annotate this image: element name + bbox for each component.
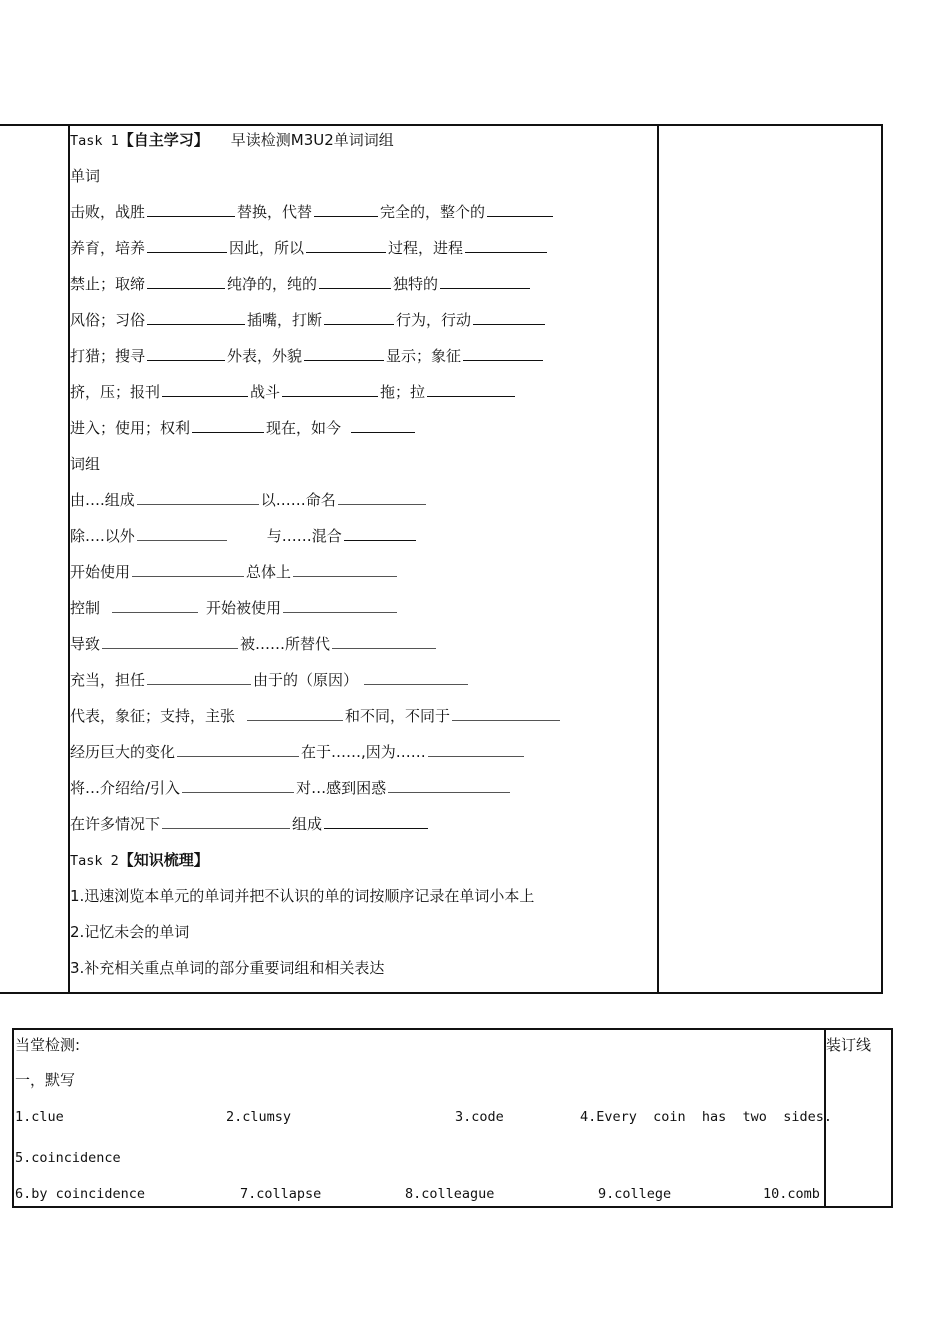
- answer-blank[interactable]: [147, 236, 227, 253]
- task2-title: 【知识梳理】: [118, 851, 209, 869]
- phrase-row: [70, 740, 526, 764]
- answer-blank[interactable]: [147, 308, 245, 325]
- answer-blank[interactable]: [324, 812, 428, 829]
- dictation-item: 4.Every coin has two sides.: [580, 1109, 832, 1125]
- dictation-item: 2.clumsy: [226, 1109, 292, 1125]
- answer-blank[interactable]: [388, 776, 510, 793]
- answer-blank[interactable]: [247, 704, 343, 721]
- phrase-prompt: 对…感到困惑: [296, 779, 387, 797]
- phrase-row: [70, 812, 430, 836]
- task1-heading: [70, 128, 394, 152]
- word-prompt: 拖；拉: [380, 383, 426, 401]
- phrase-prompt: 经历巨大的变化: [70, 743, 176, 761]
- word-prompt: 战斗: [250, 383, 281, 401]
- phrase-prompt: 被……所替代: [240, 635, 331, 653]
- word-row: [70, 344, 545, 368]
- word-prompt: 外表，外貌: [227, 347, 303, 365]
- phrase-row: [70, 560, 399, 584]
- word-row: [70, 236, 549, 260]
- dictation-item: 3.code: [455, 1109, 504, 1125]
- phrase-row: [70, 704, 562, 728]
- answer-blank[interactable]: [319, 272, 391, 289]
- answer-blank[interactable]: [102, 632, 238, 649]
- answer-blank[interactable]: [282, 380, 378, 397]
- answer-blank[interactable]: [452, 704, 560, 721]
- answer-blank[interactable]: [351, 416, 415, 433]
- answer-blank[interactable]: [440, 272, 530, 289]
- word-prompt: 禁止；取缔: [70, 275, 146, 293]
- answer-blank[interactable]: [147, 344, 225, 361]
- phrase-prompt: 以……命名: [260, 491, 336, 509]
- word-prompt: 风俗；习俗: [70, 311, 146, 329]
- task2-prefix: Task 2: [70, 853, 119, 869]
- phrase-prompt: 除….以外: [70, 527, 135, 545]
- check-title: 当堂检测:: [15, 1036, 81, 1054]
- answer-blank[interactable]: [177, 740, 299, 757]
- phrase-prompt: 控制: [70, 599, 101, 617]
- answer-blank[interactable]: [332, 632, 436, 649]
- phrase-prompt: 由….组成: [70, 491, 135, 509]
- answer-blank[interactable]: [364, 668, 468, 685]
- phrase-prompt: 将…介绍给/引入: [70, 779, 181, 797]
- phrase-row: [70, 596, 399, 620]
- answer-blank[interactable]: [324, 308, 394, 325]
- dictation-item: 5.coincidence: [15, 1150, 121, 1166]
- dictation-item: 9.college: [598, 1186, 672, 1202]
- phrase-prompt: 开始被使用: [206, 599, 282, 617]
- words-label: 单词: [70, 167, 101, 185]
- word-prompt: 完全的，整个的: [380, 203, 486, 221]
- answer-blank[interactable]: [112, 596, 198, 613]
- answer-blank[interactable]: [147, 668, 251, 685]
- word-row: [70, 380, 517, 404]
- answer-blank[interactable]: [132, 560, 244, 577]
- answer-blank[interactable]: [465, 236, 547, 253]
- phrase-prompt: 开始使用: [70, 563, 131, 581]
- phrases-label: 词组: [70, 455, 101, 473]
- answer-blank[interactable]: [137, 488, 259, 505]
- word-prompt: 现在，如今: [266, 419, 342, 437]
- word-row: [70, 308, 547, 332]
- answer-blank[interactable]: [428, 740, 524, 757]
- answer-blank[interactable]: [147, 272, 225, 289]
- answer-blank[interactable]: [304, 344, 384, 361]
- answer-blank[interactable]: [473, 308, 545, 325]
- word-prompt: 行为，行动: [396, 311, 472, 329]
- dictation-item: 6.by coincidence: [15, 1186, 146, 1202]
- answer-blank[interactable]: [427, 380, 515, 397]
- answer-blank[interactable]: [283, 596, 397, 613]
- word-row: [70, 200, 555, 224]
- answer-blank[interactable]: [338, 488, 426, 505]
- phrase-prompt: 导致: [70, 635, 101, 653]
- task1-prefix: Task 1: [70, 133, 119, 149]
- phrase-row: [70, 668, 470, 692]
- task1-title: 【自主学习】: [118, 131, 209, 149]
- dictation-item: 7.collapse: [240, 1186, 322, 1202]
- phrase-prompt: 代表，象征；支持，主张: [70, 707, 236, 725]
- answer-blank[interactable]: [344, 524, 416, 541]
- word-row: [70, 416, 417, 440]
- answer-blank[interactable]: [162, 380, 248, 397]
- dictation-item: 10.comb: [763, 1186, 820, 1202]
- word-prompt: 挤，压；报刊: [70, 383, 161, 401]
- word-prompt: 过程，进程: [388, 239, 464, 257]
- phrase-row: [70, 632, 438, 656]
- task2-item: 2.记忆未会的单词: [70, 923, 190, 941]
- answer-blank[interactable]: [487, 200, 553, 217]
- word-prompt: 击败，战胜: [70, 203, 146, 221]
- word-prompt: 显示；象征: [386, 347, 462, 365]
- phrase-prompt: 组成: [292, 815, 323, 833]
- word-prompt: 纯净的，纯的: [227, 275, 318, 293]
- word-prompt: 替换，代替: [237, 203, 313, 221]
- phrase-prompt: 和不同，不同于: [345, 707, 451, 725]
- phrase-prompt: 由于的（原因）: [253, 671, 359, 689]
- check-section: 一，默写: [15, 1071, 76, 1089]
- answer-blank[interactable]: [182, 776, 294, 793]
- task2-item: 3.补充相关重点单词的部分重要词组和相关表达: [70, 959, 385, 977]
- column-divider-right: [657, 126, 659, 992]
- binding-line-label: 装订线: [826, 1036, 872, 1054]
- word-prompt: 独特的: [393, 275, 439, 293]
- answer-blank[interactable]: [147, 200, 235, 217]
- answer-blank[interactable]: [192, 416, 264, 433]
- dictation-item: 8.colleague: [405, 1186, 495, 1202]
- task1-subtitle: 早读检测M3U2单词词组: [230, 131, 394, 149]
- task2-item: 1.迅速浏览本单元的单词并把不认识的单的词按顺序记录在单词小本上: [70, 887, 535, 905]
- phrase-prompt: 总体上: [246, 563, 292, 581]
- answer-blank[interactable]: [137, 524, 227, 541]
- word-prompt: 因此，所以: [229, 239, 305, 257]
- answer-blank[interactable]: [293, 560, 397, 577]
- word-row: [70, 272, 532, 296]
- answer-blank[interactable]: [314, 200, 378, 217]
- phrase-row: [70, 524, 418, 548]
- phrase-prompt: 在于……,因为……: [301, 743, 426, 761]
- phrase-prompt: 充当，担任: [70, 671, 146, 689]
- dictation-item: 1.clue: [15, 1109, 64, 1125]
- phrase-row: [70, 776, 512, 800]
- phrase-prompt: 与……混合: [266, 527, 342, 545]
- phrase-row: [70, 488, 428, 512]
- answer-blank[interactable]: [162, 812, 290, 829]
- word-prompt: 进入；使用；权利: [70, 419, 191, 437]
- answer-blank[interactable]: [463, 344, 543, 361]
- answer-blank[interactable]: [306, 236, 386, 253]
- task2-heading: [70, 848, 209, 872]
- word-prompt: 养育，培养: [70, 239, 146, 257]
- word-prompt: 插嘴，打断: [247, 311, 323, 329]
- phrase-prompt: 在许多情况下: [70, 815, 161, 833]
- word-prompt: 打猎；搜寻: [70, 347, 146, 365]
